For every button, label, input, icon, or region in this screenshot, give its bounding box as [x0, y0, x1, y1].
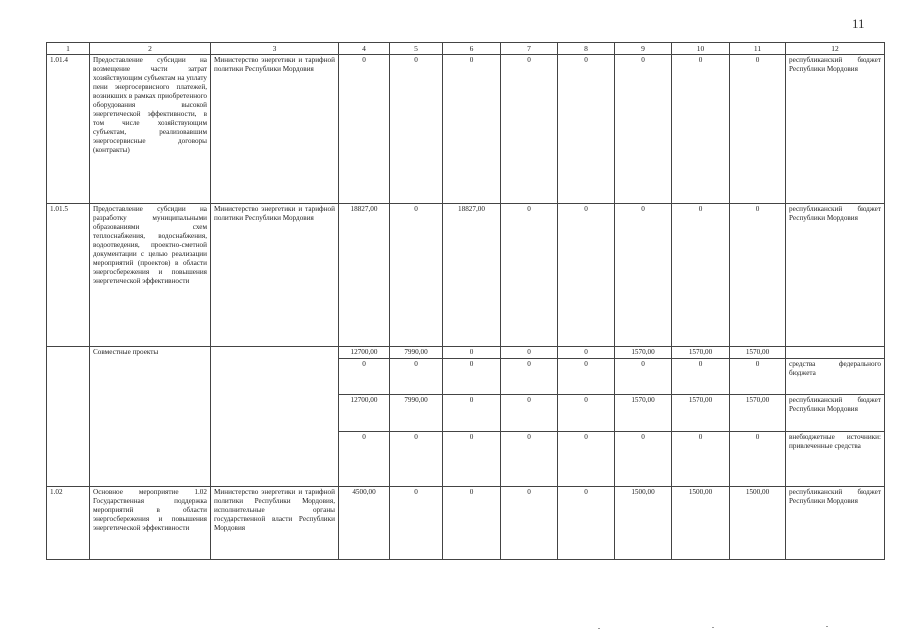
cell-value: 0: [443, 395, 501, 432]
cell-value: 0: [615, 204, 672, 347]
cell-value: 0: [339, 359, 390, 395]
program-table: [46, 42, 885, 560]
cell-value: 0: [501, 359, 558, 395]
cell-value: 12700,00: [339, 347, 390, 359]
cell-value: 0: [339, 432, 390, 487]
cell-value: 1500,00: [615, 487, 672, 560]
cell-value: 0: [558, 204, 615, 347]
cell-value: 1570,00: [672, 395, 730, 432]
cell-value: 0: [501, 487, 558, 560]
cell-value: 0: [390, 432, 443, 487]
cell-value: 0: [501, 347, 558, 359]
row-executor: Министерство энергетики и тарифной политики Республики Мордовия: [211, 55, 339, 204]
row-code: 1.01.4: [47, 55, 90, 204]
cell-value: 0: [672, 204, 730, 347]
row-name: Предоставление субсидии на разработку муниципальными образованиями схем теплоснабжения, водоснабжения, водоотведения, проектно-сметной документации с целью реализации мероприятий (проектов) в области энергосбережения и повышения энергетической эффективности: [90, 204, 211, 347]
table-row: [47, 347, 885, 359]
row-executor: [211, 347, 339, 487]
cell-value: 1570,00: [730, 347, 786, 359]
header-cell: 10: [672, 43, 730, 55]
row-executor: Министерство энергетики и тарифной политики Республики Мордовия: [211, 204, 339, 347]
header-cell: 2: [90, 43, 211, 55]
cell-value: 1500,00: [672, 487, 730, 560]
table-row: [47, 487, 885, 560]
cell-value: 18827,00: [443, 204, 501, 347]
row-code: [47, 347, 90, 487]
cell-value: 0: [501, 432, 558, 487]
header-cell: 4: [339, 43, 390, 55]
header-cell: 7: [501, 43, 558, 55]
header-cell: 12: [786, 43, 885, 55]
header-row: [47, 43, 885, 55]
scan-speck: [826, 626, 828, 627]
row-source: [786, 347, 885, 359]
cell-value: 0: [390, 487, 443, 560]
cell-value: 0: [558, 347, 615, 359]
page-number: 11: [852, 16, 865, 31]
row-name: Предоставление субсидии на возмещение части затрат хозяйствующим субъектам на уплату пени энергосервисного платежей, возникших в рамках приобретенного оборудования высокой энергетической эффективности, в том числе хозяйствующим субъектам, реализовавшим энергосервисные договоры (контракты): [90, 55, 211, 204]
row-code: 1.02: [47, 487, 90, 560]
cell-value: 7990,00: [390, 347, 443, 359]
cell-value: 0: [501, 55, 558, 204]
header-cell: 11: [730, 43, 786, 55]
cell-value: 0: [390, 204, 443, 347]
header-cell: 3: [211, 43, 339, 55]
row-code: 1.01.5: [47, 204, 90, 347]
cell-value: 1570,00: [615, 347, 672, 359]
row-source: республиканский бюджет Республики Мордовия: [786, 395, 885, 432]
cell-value: 1570,00: [672, 347, 730, 359]
row-name: Основное мероприятие 1.02 Государственная поддержка мероприятий в области энергосбережения и повышения энергетической эффективности: [90, 487, 211, 560]
cell-value: 7990,00: [390, 395, 443, 432]
cell-value: 0: [443, 487, 501, 560]
table-row: [47, 55, 885, 204]
header-cell: 9: [615, 43, 672, 55]
cell-value: 0: [558, 55, 615, 204]
cell-value: 0: [443, 55, 501, 204]
cell-value: 0: [672, 55, 730, 204]
header-cell: 6: [443, 43, 501, 55]
row-name: Совместные проекты: [90, 347, 211, 487]
row-source: республиканский бюджет Республики Мордовия: [786, 55, 885, 204]
cell-value: 0: [615, 432, 672, 487]
row-source: республиканский бюджет Республики Мордовия: [786, 204, 885, 347]
table-row: [47, 204, 885, 347]
cell-value: 1500,00: [730, 487, 786, 560]
cell-value: 0: [730, 432, 786, 487]
cell-value: 0: [672, 432, 730, 487]
cell-value: 0: [558, 359, 615, 395]
cell-value: 0: [730, 359, 786, 395]
header-cell: 5: [390, 43, 443, 55]
cell-value: 0: [672, 359, 730, 395]
header-cell: 8: [558, 43, 615, 55]
cell-value: 4500,00: [339, 487, 390, 560]
cell-value: 18827,00: [339, 204, 390, 347]
scan-speck: [712, 627, 714, 628]
cell-value: 0: [443, 347, 501, 359]
cell-value: 12700,00: [339, 395, 390, 432]
cell-value: 0: [558, 395, 615, 432]
cell-value: 0: [615, 55, 672, 204]
cell-value: 0: [443, 432, 501, 487]
row-source: республиканский бюджет Республики Мордовия: [786, 487, 885, 560]
cell-value: 1570,00: [730, 395, 786, 432]
header-cell: 1: [47, 43, 90, 55]
cell-value: 0: [339, 55, 390, 204]
cell-value: 1570,00: [615, 395, 672, 432]
row-source: средства федерального бюджета: [786, 359, 885, 395]
row-source: внебюджетные источники: привлеченные средства: [786, 432, 885, 487]
cell-value: 0: [558, 432, 615, 487]
scan-speck: [598, 628, 600, 629]
cell-value: 0: [390, 55, 443, 204]
cell-value: 0: [443, 359, 501, 395]
cell-value: 0: [615, 359, 672, 395]
cell-value: 0: [730, 204, 786, 347]
cell-value: 0: [730, 55, 786, 204]
cell-value: 0: [501, 395, 558, 432]
cell-value: 0: [558, 487, 615, 560]
cell-value: 0: [501, 204, 558, 347]
row-executor: Министерство энергетики и тарифной политики Республики Мордовия, исполнительные органы государственной власти Республики Мордовия: [211, 487, 339, 560]
cell-value: 0: [390, 359, 443, 395]
